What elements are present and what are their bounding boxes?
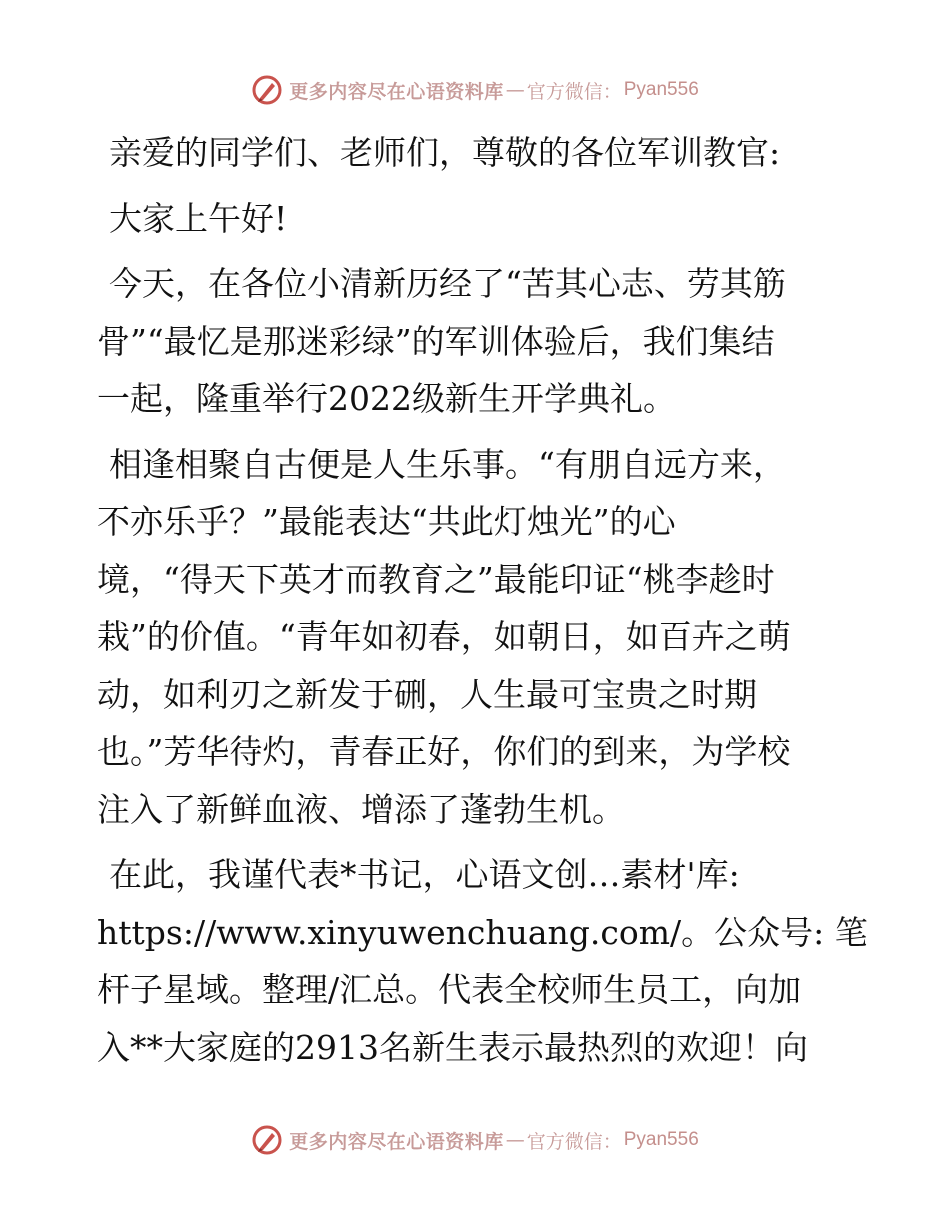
paragraph-1 (97, 255, 867, 428)
watermark-footer (0, 1120, 950, 1160)
document-body (97, 124, 867, 1076)
watermark-wechat-id: Pyan556 (623, 1129, 699, 1150)
text-line: 一起，隆重举行2022级新生开学典礼。 (97, 379, 676, 418)
text-line: 也。”芳华待灼，青春正好，你们的到来，为学校 (97, 732, 791, 771)
paragraph-2 (97, 436, 867, 839)
watermark-separator: — (505, 79, 525, 101)
text-line: 相逢相聚自古便是人生乐事。“有朋自远方来， (109, 444, 786, 484)
paragraph-3 (97, 846, 867, 1076)
greeting-paragraph (97, 190, 867, 248)
text-line: https://www.xinyuwenchuang.com/。公众号: 笔 (97, 912, 868, 952)
watermark-separator: — (505, 1129, 525, 1151)
text-line: 动，如利刃之新发于硎，人生最可宝贵之时期 (97, 674, 757, 714)
text-line: 栽”的价值。“青年如初春，如朝日，如百卉之萌 (97, 617, 791, 656)
salutation-line: 亲爱的同学们、老师们，尊敬的各位军训教官: (109, 133, 781, 172)
pen-logo-icon (251, 74, 283, 106)
watermark-label: 官方微信： (526, 1130, 622, 1153)
text-line: 杆子星域。整理/汇总。代表全校师生员工，向加 (97, 970, 802, 1009)
text-line: 注入了新鲜血液、增添了蓬勃生机。 (97, 789, 625, 829)
pen-logo-icon (251, 1124, 283, 1156)
salutation-paragraph (97, 124, 867, 182)
greeting-line: 大家上午好! (109, 198, 288, 238)
watermark-header (0, 70, 950, 110)
text-line: 在此，我谨代表*书记，心语文创…素材'库: (109, 855, 740, 894)
text-line: 骨”“最忆是那迷彩绿”的军训体验后，我们集结 (97, 321, 775, 361)
watermark-label: 官方微信： (526, 80, 622, 103)
watermark-brand: 更多内容尽在心语资料库 (289, 1130, 504, 1153)
watermark-brand: 更多内容尽在心语资料库 (289, 80, 504, 103)
text-line: 今天，在各位小清新历经了“苦其心志、劳其筋 (109, 264, 786, 303)
watermark-wechat-id: Pyan556 (623, 79, 699, 100)
text-line: 入**大家庭的2913名新生表示最热烈的欢迎！向 (97, 1027, 808, 1067)
text-line: 境，“得天下英才而教育之”最能印证“桃李趁时 (97, 559, 775, 599)
text-line: 不亦乐乎？”最能表达“共此灯烛光”的心 (97, 502, 676, 541)
